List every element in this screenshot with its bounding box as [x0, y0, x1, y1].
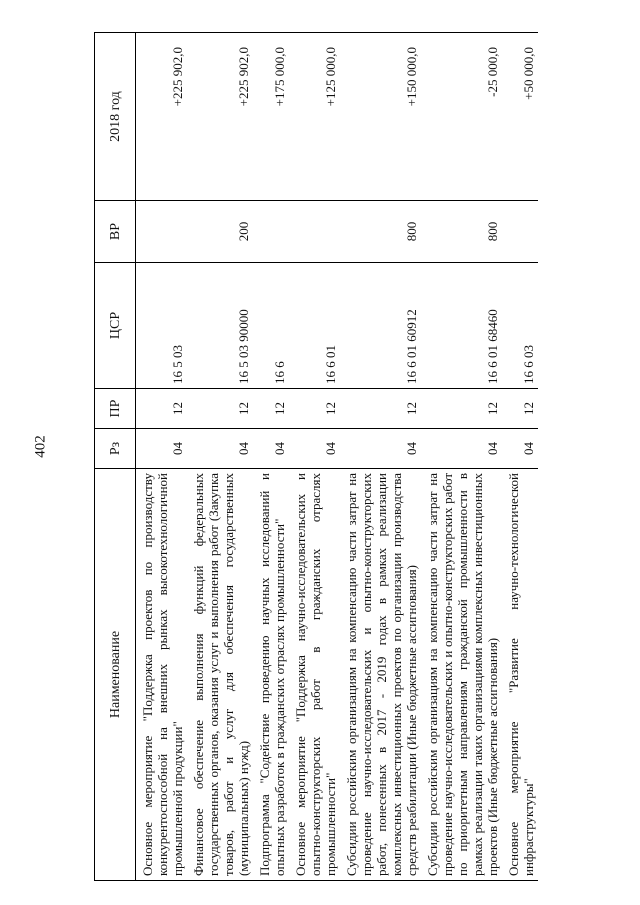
row-value: +50 000,0 [502, 33, 538, 201]
row-csr: 16 5 03 [136, 263, 188, 389]
row-csr: 16 5 03 90000 [187, 263, 253, 389]
row-rz: 04 [187, 429, 253, 469]
row-rz: 04 [502, 429, 538, 469]
row-csr: 16 6 01 68460 [421, 263, 502, 389]
row-csr: 16 6 01 60912 [340, 263, 421, 389]
table-row [340, 33, 421, 881]
row-pr: 12 [502, 389, 538, 429]
row-csr: 16 6 [253, 263, 289, 389]
row-vr: 200 [187, 201, 253, 263]
row-value: +225 902,0 [136, 33, 188, 201]
row-rz: 04 [340, 429, 421, 469]
row-name: Субсидии российским организациям на компенсацию части затрат на проведение научно-исследовательских и опытно-конструкторских работ по приоритетным направлениям гражданской промышленности в рамках реализации таких организациями комплексных инвестиционных проектов (Иные бюджетные ассигнования) [421, 469, 502, 881]
table-row [187, 33, 253, 881]
row-pr: 12 [421, 389, 502, 429]
row-vr [502, 201, 538, 263]
row-value: -25 000,0 [421, 33, 502, 201]
header-name: Наименование [95, 469, 136, 881]
row-name: Основное мероприятие "Поддержка научно-исследовательских и опытно-конструкторских работ в гражданских отраслях промышленности" [289, 469, 340, 881]
page-number: 402 [32, 435, 49, 458]
header-pr: ПР [95, 389, 136, 429]
table-row [136, 33, 188, 881]
row-name: Основное мероприятие "Поддержка проектов по производству конкурентоспособной на внешних рынках высокотехнологичной промышленной продукции" [136, 469, 188, 881]
row-value: +225 902,0 [187, 33, 253, 201]
table-header-row [95, 33, 136, 881]
row-vr [289, 201, 340, 263]
row-pr: 12 [253, 389, 289, 429]
row-rz: 04 [253, 429, 289, 469]
row-csr: 16 6 03 [502, 263, 538, 389]
table-row [502, 33, 538, 881]
row-pr: 12 [289, 389, 340, 429]
row-pr: 12 [136, 389, 188, 429]
header-year: 2018 год [95, 33, 136, 201]
row-rz: 04 [289, 429, 340, 469]
row-rz: 04 [421, 429, 502, 469]
table-row [289, 33, 340, 881]
row-name: Основное мероприятие "Развитие научно-технологической инфраструктуры" [502, 469, 538, 881]
budget-table [94, 32, 538, 881]
row-vr [136, 201, 188, 263]
row-name: Субсидии российским организациям на компенсацию части затрат на проведение научно-исследовательских и опытно-конструкторских работ, понесенных в 2017 - 2019 годах в рамках реализации комплексных инвестиционных проектов по организации производства средств реабилитации (Иные бюджетные ассигнования) [340, 469, 421, 881]
row-value: +175 000,0 [253, 33, 289, 201]
table-row [253, 33, 289, 881]
header-rz: Рз [95, 429, 136, 469]
row-value: +150 000,0 [340, 33, 421, 201]
row-value: +125 000,0 [289, 33, 340, 201]
row-vr: 800 [421, 201, 502, 263]
header-vr: ВР [95, 201, 136, 263]
row-csr: 16 6 01 [289, 263, 340, 389]
row-pr: 12 [187, 389, 253, 429]
row-name: Подпрограмма "Содействие проведению научных исследований и опытных разработок в гражданских отраслях промышленности" [253, 469, 289, 881]
row-vr: 800 [340, 201, 421, 263]
row-pr: 12 [340, 389, 421, 429]
row-vr [253, 201, 289, 263]
header-csr: ЦСР [95, 263, 136, 389]
row-rz: 04 [136, 429, 188, 469]
table-row [421, 33, 502, 881]
row-name: Финансовое обеспечение выполнения функций федеральных государственных органов, оказания услуг и выполнения работ (Закупка товаров, работ и услуг для обеспечения государственных (муниципальных) нужд) [187, 469, 253, 881]
